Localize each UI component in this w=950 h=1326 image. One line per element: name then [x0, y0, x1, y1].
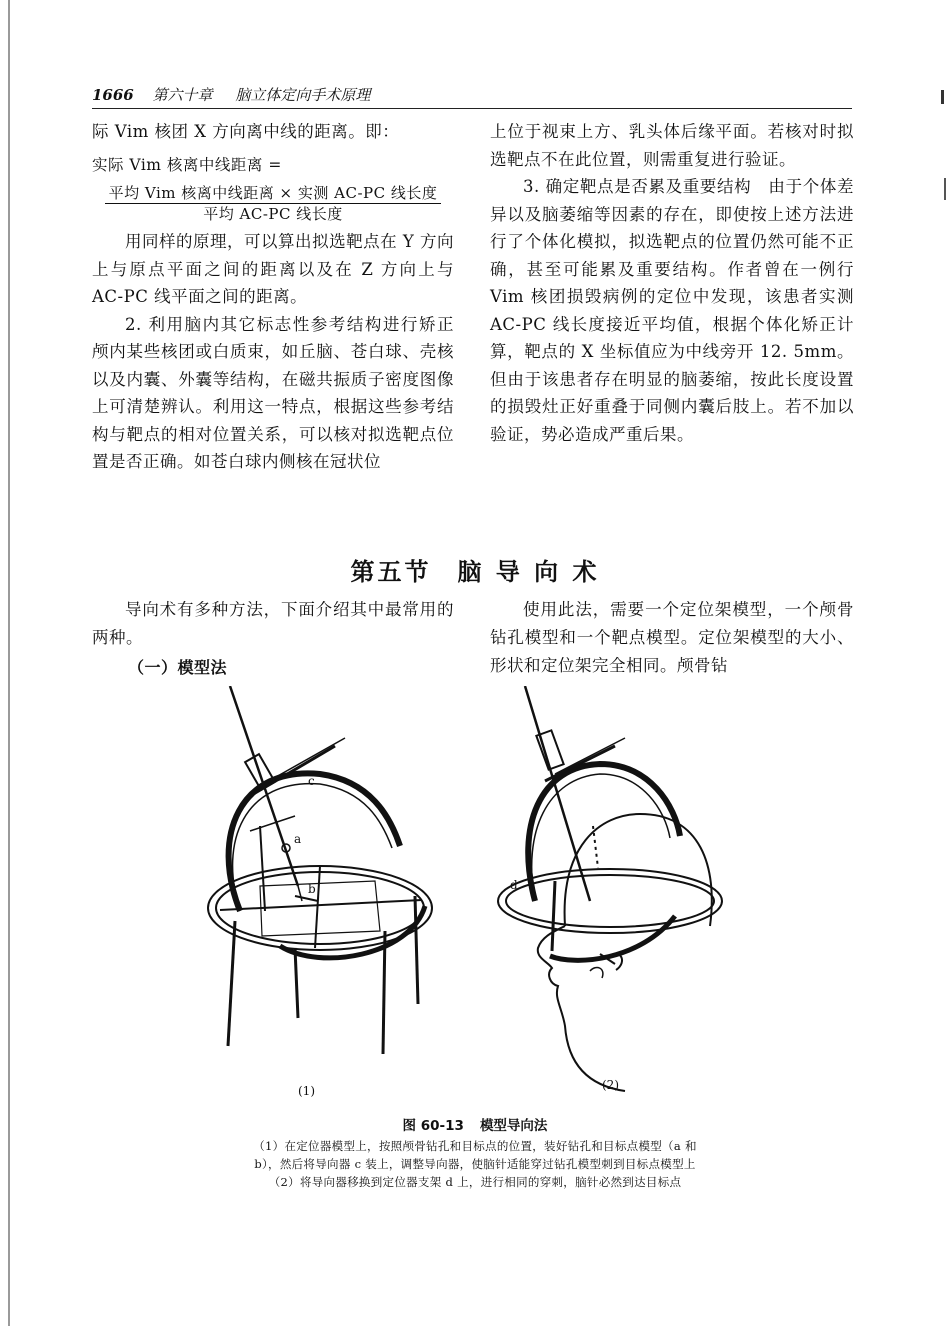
formula-fraction	[92, 183, 454, 224]
caption-line: （1）在定位器模型上，按照颅骨钻孔和目标点的位置，装好钻孔和目标点模型（a 和	[253, 1139, 697, 1153]
right-column-lower	[490, 596, 854, 680]
figure-caption	[150, 1117, 800, 1191]
figure-60-13	[170, 686, 790, 1096]
caption-line: （2）将导向器移换到定位器支架 d 上，进行相同的穿刺，脑针必然到达目标点	[268, 1175, 682, 1189]
subsection-heading: （一）模型法	[128, 658, 228, 677]
section-number: 第五节	[350, 558, 432, 586]
figure-label-b: b	[308, 882, 316, 896]
formula-denominator: 平均 AC-PC 线长度	[203, 205, 343, 223]
head-with-frame-illustration	[498, 686, 722, 1091]
caption-number: 图 60-13	[402, 1118, 464, 1134]
chapter-title: 脑立体定向手术原理	[235, 86, 371, 104]
paragraph: 用同样的原理，可以算出拟选靶点在 Y 方向上与原点平面之间的距离以及在 Z 方向上与 AC-PC 线平面之间的距离。	[92, 232, 454, 306]
formula-label: 实际 Vim 核离中线距离 =	[92, 155, 282, 174]
left-column-lower	[92, 596, 454, 682]
page-edge-mark	[941, 90, 944, 104]
section-title: 脑 导 向 术	[457, 558, 600, 586]
section-heading	[0, 552, 950, 587]
page-edge-mark	[944, 178, 946, 200]
panel-label-1: (1)	[298, 1084, 315, 1098]
page-edge-shadow	[8, 0, 10, 1326]
chapter-label: 第六十章	[152, 86, 213, 104]
left-column-upper	[92, 118, 471, 476]
formula-numerator: 平均 Vim 核离中线距离 × 实测 AC-PC 线长度	[105, 183, 442, 204]
paragraph: 上位于视束上方、乳头体后缘平面。若核对时拟选靶点不在此位置，则需重复进行验证。	[490, 122, 854, 169]
right-column-upper	[490, 118, 854, 448]
stereotactic-frame-model-illustration	[208, 686, 432, 1054]
panel-label-2: (2)	[602, 1078, 619, 1092]
figure-label-a: a	[294, 832, 302, 846]
paragraph: 3. 确定靶点是否累及重要结构 由于个体差异以及脑萎缩等因素的存在，即使按上述方法进行了个体化模拟，拟选靶点的位置仍然可能不正确，甚至可能累及重要结构。作者曾在一例行 Vim 核团损毁病例的定位中发现，该患者实测 AC-PC 线长度接近平均值，根据个体化矫正计算，靶点的 X 坐标值应为中线旁开 12. 5mm。但由于该患者存在明显的脑萎缩，按此长度设置的损毁灶正好重叠于同侧内囊后肢上。若不加以验证，势必造成严重后果。	[490, 177, 854, 444]
paragraph: 2. 利用脑内其它标志性参考结构进行矫正 颅内某些核团或白质束，如丘脑、苍白球、壳核以及内囊、外囊等结构，在磁共振质子密度图像上可清楚辨认。利用这一特点，根据这些参考结构与靶点的相对位置关系，可以核对拟选靶点位置是否正确。如苍白球内侧核在冠状位	[92, 314, 471, 471]
figure-label-c: c	[308, 774, 315, 788]
caption-title-text: 模型导向法	[479, 1118, 548, 1134]
caption-line: b），然后将导向器 c 装上，调整导向器，使脑针适能穿过钻孔模型刺到目标点模型上	[254, 1157, 696, 1171]
paragraph: 使用此法，需要一个定位架模型，一个颅骨钻孔模型和一个靶点模型。定位架模型的大小、形状和定位架完全相同。颅骨钻	[490, 600, 854, 675]
paragraph: 导向术有多种方法，下面介绍其中最常用的两种。	[92, 600, 454, 647]
figure-illustration	[170, 686, 790, 1096]
page-number: 1666	[92, 86, 134, 104]
figure-label-d: d	[510, 878, 518, 892]
running-header	[92, 84, 852, 109]
paragraph: 际 Vim 核团 X 方向离中线的距离。即：	[92, 122, 400, 141]
caption-title	[150, 1117, 800, 1135]
